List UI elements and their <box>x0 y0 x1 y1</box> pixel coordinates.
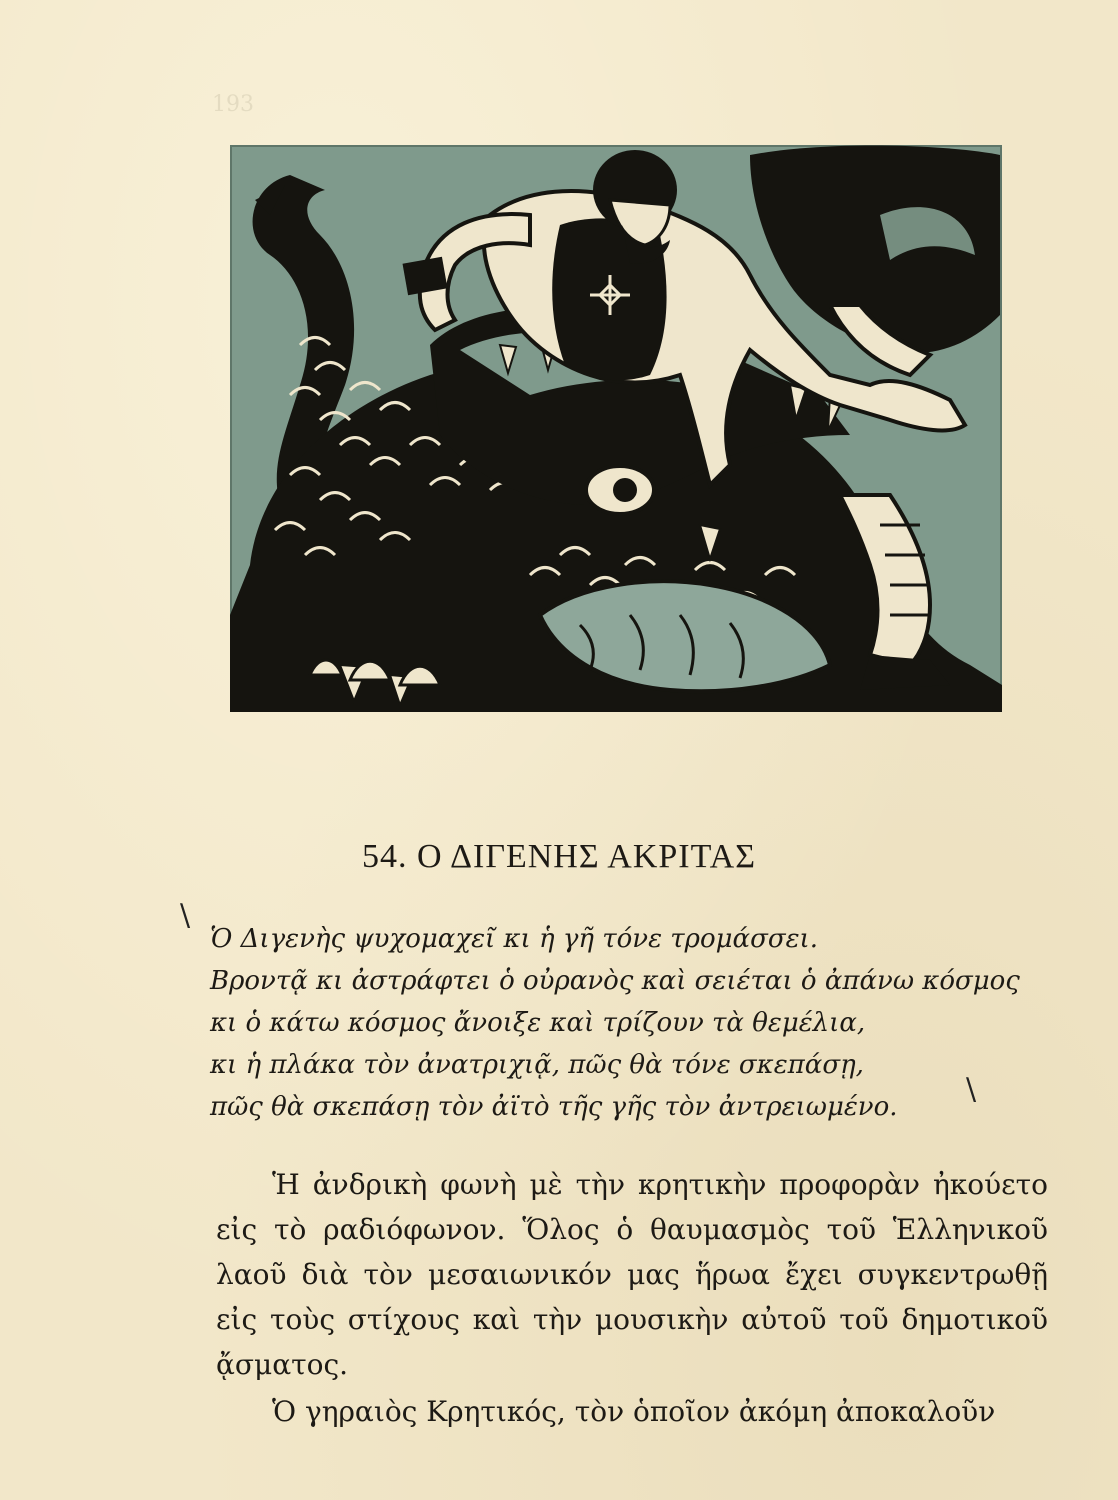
chapter-number: 54. <box>361 838 408 875</box>
chapter-title: Ο ΔΙΓΕΝΗΣ ΑΚΡΙΤΑΣ <box>416 838 757 875</box>
chapter-heading <box>0 838 1118 876</box>
bleed-through-page-number: 193 <box>212 92 254 117</box>
poem-line: Βροντᾷ κι ἀστράφτει ὁ οὐρανὸς καὶ σειέται ὁ ἀπάνω κόσμος <box>210 966 1020 996</box>
poem-line: πῶς θὰ σκεπάσῃ τὸν ἀϊτὸ τῆς γῆς τὸν ἀντρειωμένο. <box>210 1092 898 1122</box>
woodcut-illustration <box>230 145 1002 712</box>
margin-pencil-mark-left: \ <box>180 898 191 933</box>
body-text <box>216 1162 1048 1434</box>
poem-line: κι ἡ πλάκα τὸν ἀνατριχιᾷ, πῶς θὰ τόνε σκεπάσῃ, <box>210 1050 864 1080</box>
poem-line: Ὁ Διγενὴς ψυχομαχεῖ κι ἡ γῆ τόνε τρομάσσει. <box>210 924 818 954</box>
paragraph: Ὁ γηραιὸς Κρητικός, τὸν ὁποῖον ἀκόμη ἀποκαλοῦν <box>272 1395 996 1428</box>
margin-pencil-mark-right: \ <box>966 1072 977 1107</box>
poem-block <box>210 918 1070 1128</box>
poem-line: κι ὁ κάτω κόσμος ἄνοιξε καὶ τρίζουν τὰ θεμέλια, <box>210 1008 866 1038</box>
dragon-hero-illustration <box>230 145 1002 712</box>
paragraph: Ἡ ἀνδρικὴ φωνὴ μὲ τὴν κρητικὴν προφορὰν ἠκούετο εἰς τὸ ραδιόφωνον. Ὅλος ὁ θαυμασμὸς τοῦ Ἑλληνικοῦ λαοῦ διὰ τὸν μεσαιωνικόν μας ἥρωα ἔχει συγκεντρωθῇ εἰς τοὺς στίχους καὶ τὴν μουσικὴν αὐτοῦ τοῦ δημοτικοῦ ᾄσματος. <box>216 1168 1048 1381</box>
